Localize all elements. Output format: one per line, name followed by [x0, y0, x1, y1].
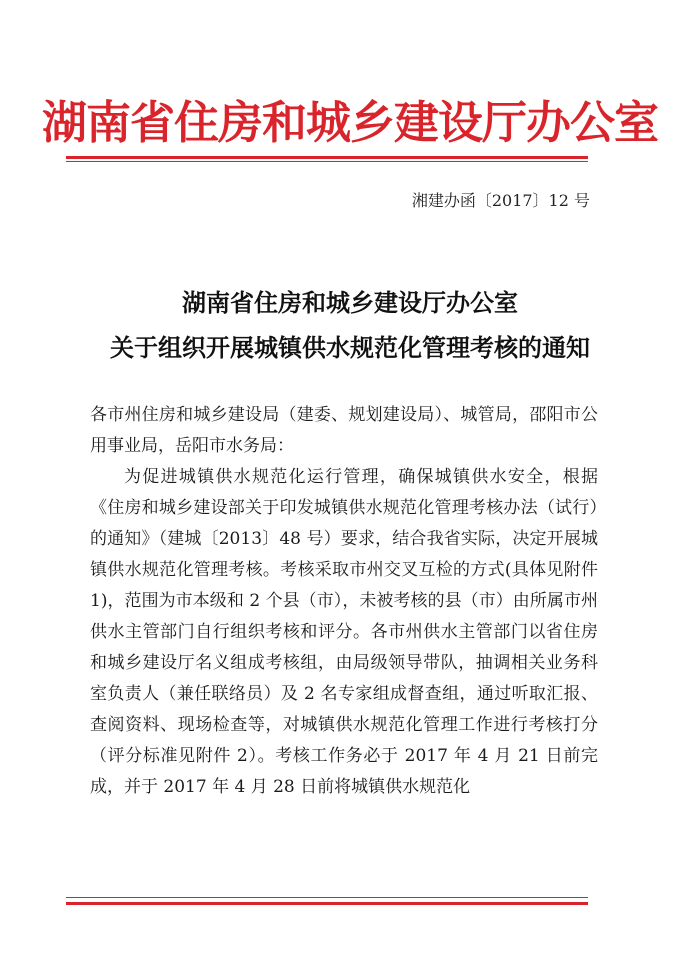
- masthead-rule-thick: [66, 156, 588, 159]
- document-title-line1: 湖南省住房和城乡建设厅办公室: [182, 288, 518, 317]
- footer-rule-thin: [66, 897, 588, 898]
- masthead-title: 湖南省住房和城乡建设厅办公室: [41, 96, 658, 149]
- document-title-line2: 关于组织开展城镇供水规范化管理考核的通知: [110, 333, 590, 362]
- document-number: 湘建办函〔2017〕12 号: [411, 191, 590, 210]
- document-body: [90, 400, 598, 803]
- masthead-rule-thin: [66, 161, 588, 162]
- footer-rule-thick: [66, 902, 588, 905]
- salutation: 各市州住房和城乡建设局（建委、规划建设局）、城管局，邵阳市公用事业局，岳阳市水务局：: [90, 405, 598, 456]
- body-paragraph-1: 为促进城镇供水规范化运行管理，确保城镇供水安全，根据《住房和城乡建设部关于印发城镇供水规范化管理考核办法（试行）的通知》（建城〔2013〕48 号）要求，结合我省实际，决定开展城镇供水规范化管理考核。考核采取市州交叉互检的方式(具体见附件 1)，范围为市本级和 2 个县（市），未被考核的县（市）由所属市州供水主管部门自行组织考核和评分。各市州供水主管部门以省住房和城乡建设厅名义组成考核组，由局级领导带队，抽调相关业务科室负责人（兼任联络员）及 2 名专家组成督查组，通过听取汇报、查阅资料、现场检查等，对城镇供水规范化管理工作进行考核打分（评分标准见附件 2）。考核工作务必于 2017 年 4 月 21 日前完成，并于 2017 年 4 月 28 日前将城镇供水规范化: [90, 467, 598, 797]
